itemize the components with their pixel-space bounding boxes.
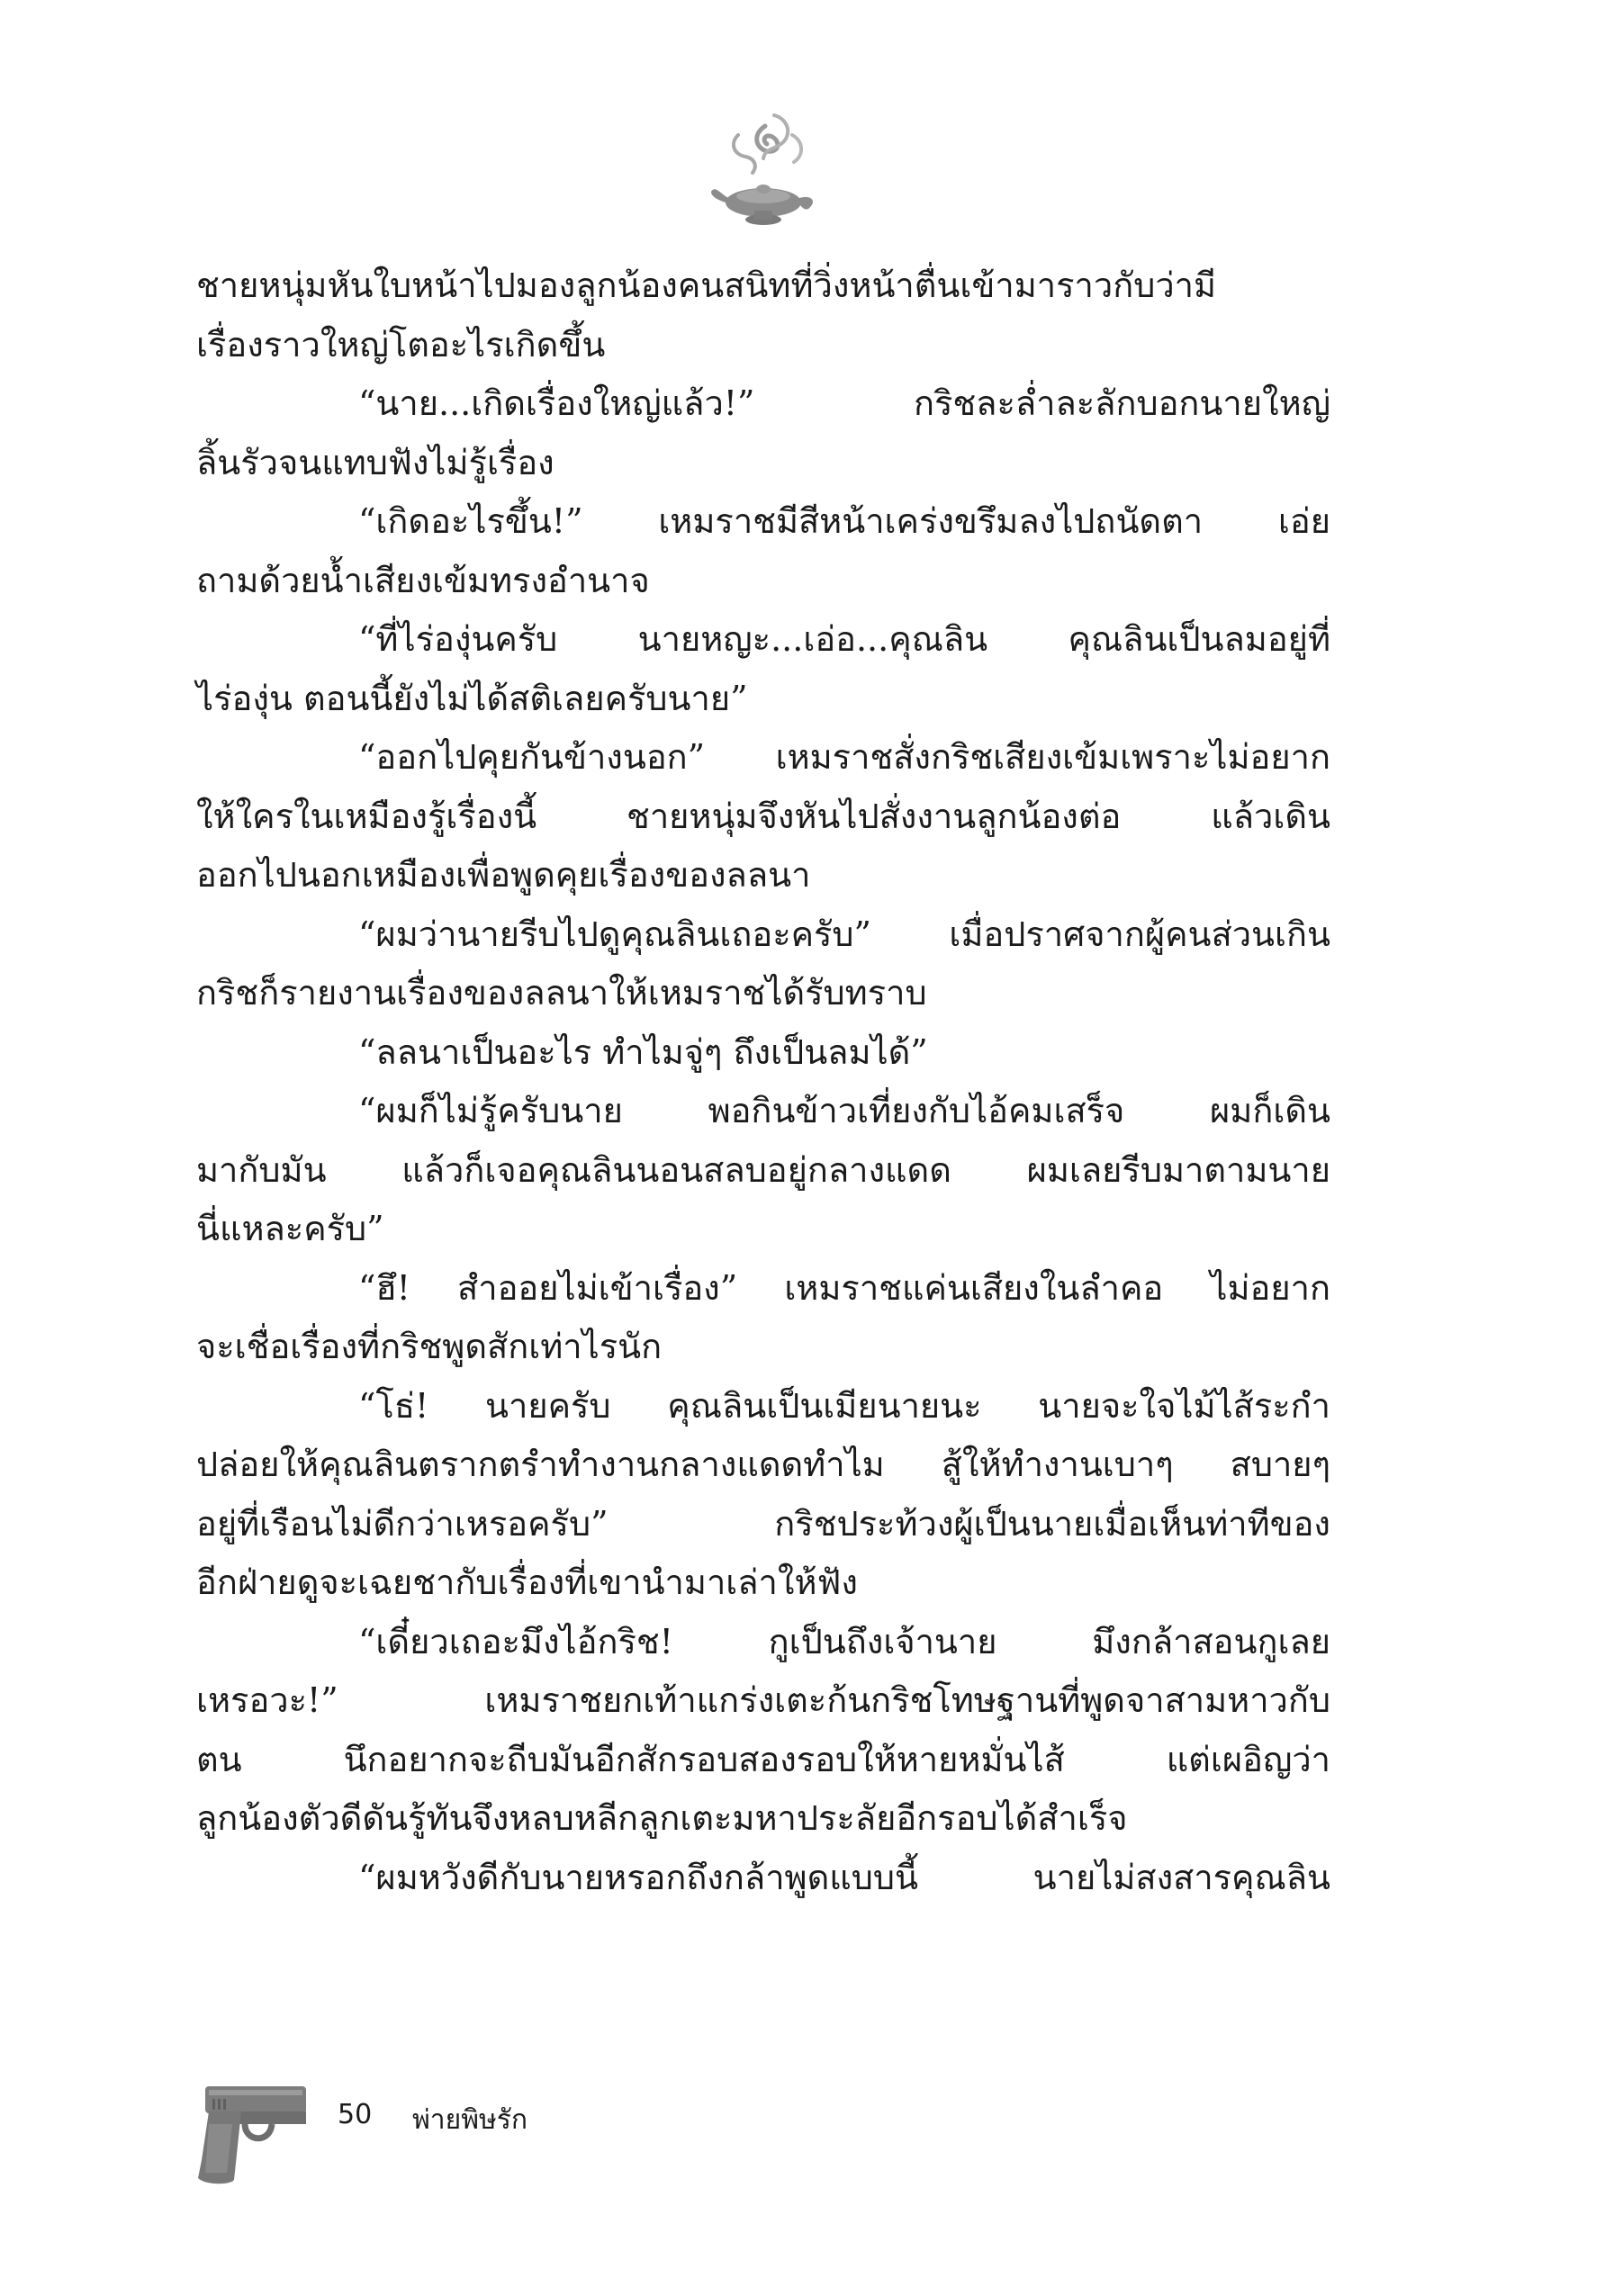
text-line: จะเชื่อเรื่องที่กริชพูดสักเท่าไรนัก (196, 1327, 663, 1366)
text-line: กริชก็รายงานเรื่องของลลนาให้เหมราชได้รับทราบ (196, 973, 927, 1013)
text-line: ถามด้วยน้ำเสียงเข้มทรงอำนาจ (196, 560, 650, 600)
pistol-icon (189, 2061, 311, 2187)
text-line: ให้ใครในเหมืองรู้เรื่องนี้ ชายหนุ่มจึงหันไปสั่งงานลูกน้องต่อ แล้วเดิน (196, 796, 1330, 836)
text-line: “เกิดอะไรขึ้น!” เหมราชมีสีหน้าเคร่งขรึมลงไปถนัดตา เอ่ย (358, 501, 1330, 541)
text-line: ออกไปนอกเหมืองเพื่อพูดคุยเรื่องของลลนา (196, 855, 811, 895)
text-line: ลูกน้องตัวดีดันรู้ทันจึงหลบหลีกลูกเตะมหาประลัยอีกรอบได้สำเร็จ (196, 1798, 1128, 1838)
text-line: ชายหนุ่มหันใบหน้าไปมองลูกน้องคนสนิทที่วิ่งหน้าตื่นเข้ามาราวกับว่ามี (196, 266, 1217, 305)
text-line: อีกฝ่ายดูจะเฉยชากับเรื่องที่เขานำมาเล่าให้ฟัง (196, 1562, 858, 1602)
page-footer (189, 2061, 819, 2205)
text-line: ตน นึกอยากจะถีบมันอีกสักรอบสองรอบให้หายหมั่นไส้ แต่เผอิญว่า (196, 1739, 1330, 1779)
text-line: “ฮึ! สำออยไม่เข้าเรื่อง” เหมราชแค่นเสียงในลำคอ ไม่อยาก (358, 1267, 1330, 1308)
text-line: “เดี๋ยวเถอะมึงไอ้กริช! กูเป็นถึงเจ้านาย มึงกล้าสอนกูเลย (358, 1621, 1330, 1661)
page-number: 50 (338, 2099, 373, 2130)
text-line: “นาย...เกิดเรื่องใหญ่แล้ว!” กริชละล่ำละลักบอกนายใหญ่ (358, 383, 1330, 423)
text-line: อยู่ที่เรือนไม่ดีกว่าเหรอครับ” กริชประท้วงผู้เป็นนายเมื่อเห็นท่าทีของ (196, 1503, 1330, 1544)
text-line: “โธ่! นายครับ คุณลินเป็นเมียนายนะ นายจะใจไม้ไส้ระกำ (358, 1385, 1330, 1426)
text-line: นี่แหละครับ” (196, 1209, 384, 1248)
text-line: “ผมหวังดีกับนายหรอกถึงกล้าพูดแบบนี้ นายไม่สงสารคุณลิน (358, 1857, 1330, 1897)
body-text (196, 257, 1330, 1907)
text-line: เหรอวะ!” เหมราชยกเท้าแกร่งเตะก้นกริชโทษฐานที่พูดจาสามหาวกับ (196, 1680, 1330, 1720)
text-line: “ลลนาเป็นอะไร ทำไมจู่ๆ ถึงเป็นลมได้” (358, 1031, 928, 1072)
text-line: “ผมว่านายรีบไปดูคุณลินเถอะครับ” เมื่อปราศจากผู้คนส่วนเกิน (358, 914, 1330, 954)
text-line: เรื่องราวใหญ่โตอะไรเกิดขึ้น (196, 324, 606, 365)
genie-lamp-icon (702, 108, 824, 234)
book-title: พ่ายพิษรัก (412, 2104, 528, 2136)
text-line: “ออกไปคุยกันข้างนอก” เหมราชสั่งกริชเสียงเข้มเพราะไม่อยาก (358, 737, 1330, 777)
text-line: ปล่อยให้คุณลินตรากตรำทำงานกลางแดดทำไม สู้ให้ทำงานเบาๆ สบายๆ (196, 1445, 1330, 1484)
text-line: มากับมัน แล้วก็เจอคุณลินนอนสลบอยู่กลางแดด ผมเลยรีบมาตามนาย (196, 1149, 1330, 1190)
text-line: ลิ้นรัวจนแทบฟังไม่รู้เรื่อง (196, 442, 555, 482)
text-line: ไร่องุ่น ตอนนี้ยังไม่ได้สติเลยครับนาย” (196, 678, 748, 718)
text-line: “ที่ไร่องุ่นครับ นายหญะ...เอ่อ...คุณลิน คุณลินเป็นลมอยู่ที่ (358, 619, 1330, 659)
text-line: “ผมก็ไม่รู้ครับนาย พอกินข้าวเที่ยงกับไอ้คมเสร็จ ผมก็เดิน (358, 1091, 1330, 1130)
